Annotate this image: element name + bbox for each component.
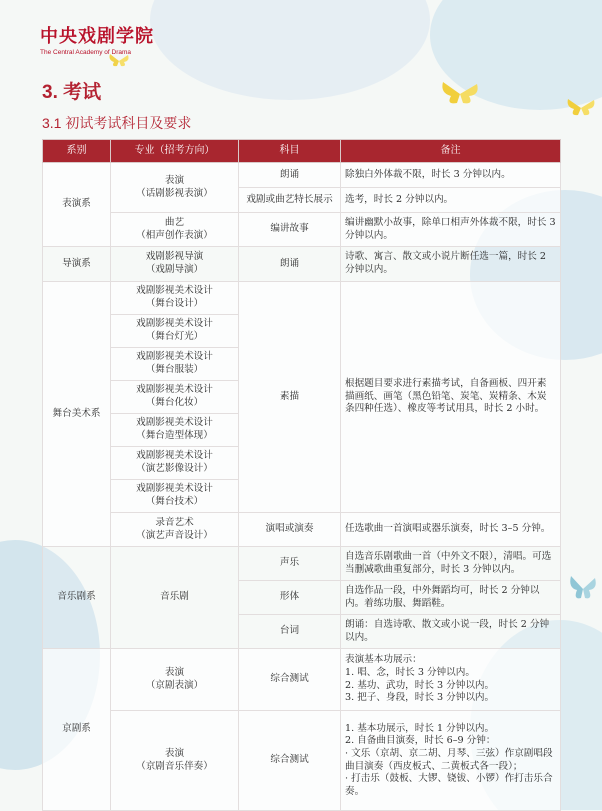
table-row (43, 282, 561, 315)
note-cell: 任选歌曲一首演唱或器乐演奏，时长 3–5 分钟。 (341, 513, 561, 547)
butterfly-icon (568, 572, 598, 606)
major-cell: 戏剧影视导演 （戏剧导演） (111, 247, 239, 282)
dept-cell: 音乐剧系 (43, 547, 111, 649)
subject-cell: 台词 (239, 615, 341, 649)
note-cell: 除独白外体裁不限，时长 3 分钟以内。 (341, 163, 561, 188)
butterfly-icon (440, 78, 480, 110)
table-row (43, 711, 561, 811)
note-cell: 自选作品一段，中外舞蹈均可，时长 2 分钟以内。着练功服、舞蹈鞋。 (341, 581, 561, 615)
major-cell: 表演 （京剧表演） (111, 649, 239, 711)
major-cell: 戏剧影视美术设计 （舞台化妆） (111, 381, 239, 414)
major-cell: 曲艺 （相声创作表演） (111, 213, 239, 247)
dept-cell: 导演系 (43, 247, 111, 282)
dept-cell: 表演系 (43, 163, 111, 247)
major-cell: 戏剧影视美术设计 （演艺影像设计） (111, 447, 239, 480)
major-cell: 戏剧影视美术设计 （舞台灯光） (111, 315, 239, 348)
exam-table (42, 139, 561, 811)
table-row (43, 547, 561, 581)
major-cell: 戏剧影视美术设计 （舞台设计） (111, 282, 239, 315)
logo-chinese: 中央戏剧学院 (40, 26, 154, 47)
header-subject: 科目 (239, 140, 341, 163)
header-note: 备注 (341, 140, 561, 163)
note-cell: 编讲幽默小故事，除单口相声外体裁不限，时长 3 分钟以内。 (341, 213, 561, 247)
butterfly-icon (566, 96, 596, 120)
table-row (43, 649, 561, 711)
major-cell: 表演 （京剧音乐伴奏） (111, 711, 239, 811)
table-row (43, 213, 561, 247)
header-dept: 系别 (43, 140, 111, 163)
subsection-title: 3.1 初试考试科目及要求 (42, 115, 192, 131)
note-cell: 自选音乐剧歌曲一首（中外文不限），清唱。可选当删减歌曲重复部分，时长 3 分钟以内。 (341, 547, 561, 581)
table-row (43, 247, 561, 282)
major-cell: 录音艺术 （演艺声音设计） (111, 513, 239, 547)
note-cell: 选考，时长 2 分钟以内。 (341, 188, 561, 213)
subject-cell: 形体 (239, 581, 341, 615)
header-major: 专业（招考方向） (111, 140, 239, 163)
subject-cell: 声乐 (239, 547, 341, 581)
bg-shape (150, 0, 430, 100)
note-cell: 朗诵：自选诗歌、散文或小说一段，时长 2 分钟以内。 (341, 615, 561, 649)
major-cell: 戏剧影视美术设计 （舞台造型体现） (111, 414, 239, 447)
note-cell: 根据题目要求进行素描考试，自备画板、四开素描画纸、画笔（黑色铅笔、炭笔、炭精条、木炭条四种任选）、橡皮等考试用具，时长 2 小时。 (341, 282, 561, 513)
dept-cell: 京剧系 (43, 649, 111, 811)
major-cell: 戏剧影视美术设计 （舞台服装） (111, 348, 239, 381)
note-cell: 诗歌、寓言、散文或小说片断任选一篇，时长 2 分钟以内。 (341, 247, 561, 282)
table-row (43, 513, 561, 547)
subject-cell: 综合测试 (239, 711, 341, 811)
logo (40, 22, 154, 56)
subject-cell: 综合测试 (239, 649, 341, 711)
subject-cell: 朗诵 (239, 247, 341, 282)
subject-cell: 朗诵 (239, 163, 341, 188)
table-row (43, 163, 561, 188)
subject-cell: 素描 (239, 282, 341, 513)
major-cell: 戏剧影视美术设计 （舞台技术） (111, 480, 239, 513)
table-header (43, 140, 561, 163)
major-cell: 音乐剧 (111, 547, 239, 649)
subject-cell: 演唱或演奏 (239, 513, 341, 547)
section-title: 3. 考试 (42, 82, 102, 103)
subject-cell: 编讲故事 (239, 213, 341, 247)
note-cell: 1. 基本功展示，时长 1 分钟以内。 2. 自备曲目演奏，时长 6–9 分钟： · 文乐（京胡、京二胡、月琴、三弦）作京剧唱段曲目演奏（西皮板式、二黄板式各一段）； · 打击乐（鼓板、大锣、铙钹、小锣）作打击乐合奏。 (341, 711, 561, 811)
note-cell: 表演基本功展示： 1. 唱、念，时长 3 分钟以内。 2. 基功、武功，时长 3 分钟以内。 3. 把子、身段，时长 3 分钟以内。 (341, 649, 561, 711)
logo-english: The Central Academy of Drama (40, 49, 132, 56)
subject-cell: 戏剧或曲艺特长展示 (239, 188, 341, 213)
major-cell: 表演 （话剧影视表演） (111, 163, 239, 213)
dept-cell: 舞台美术系 (43, 282, 111, 547)
